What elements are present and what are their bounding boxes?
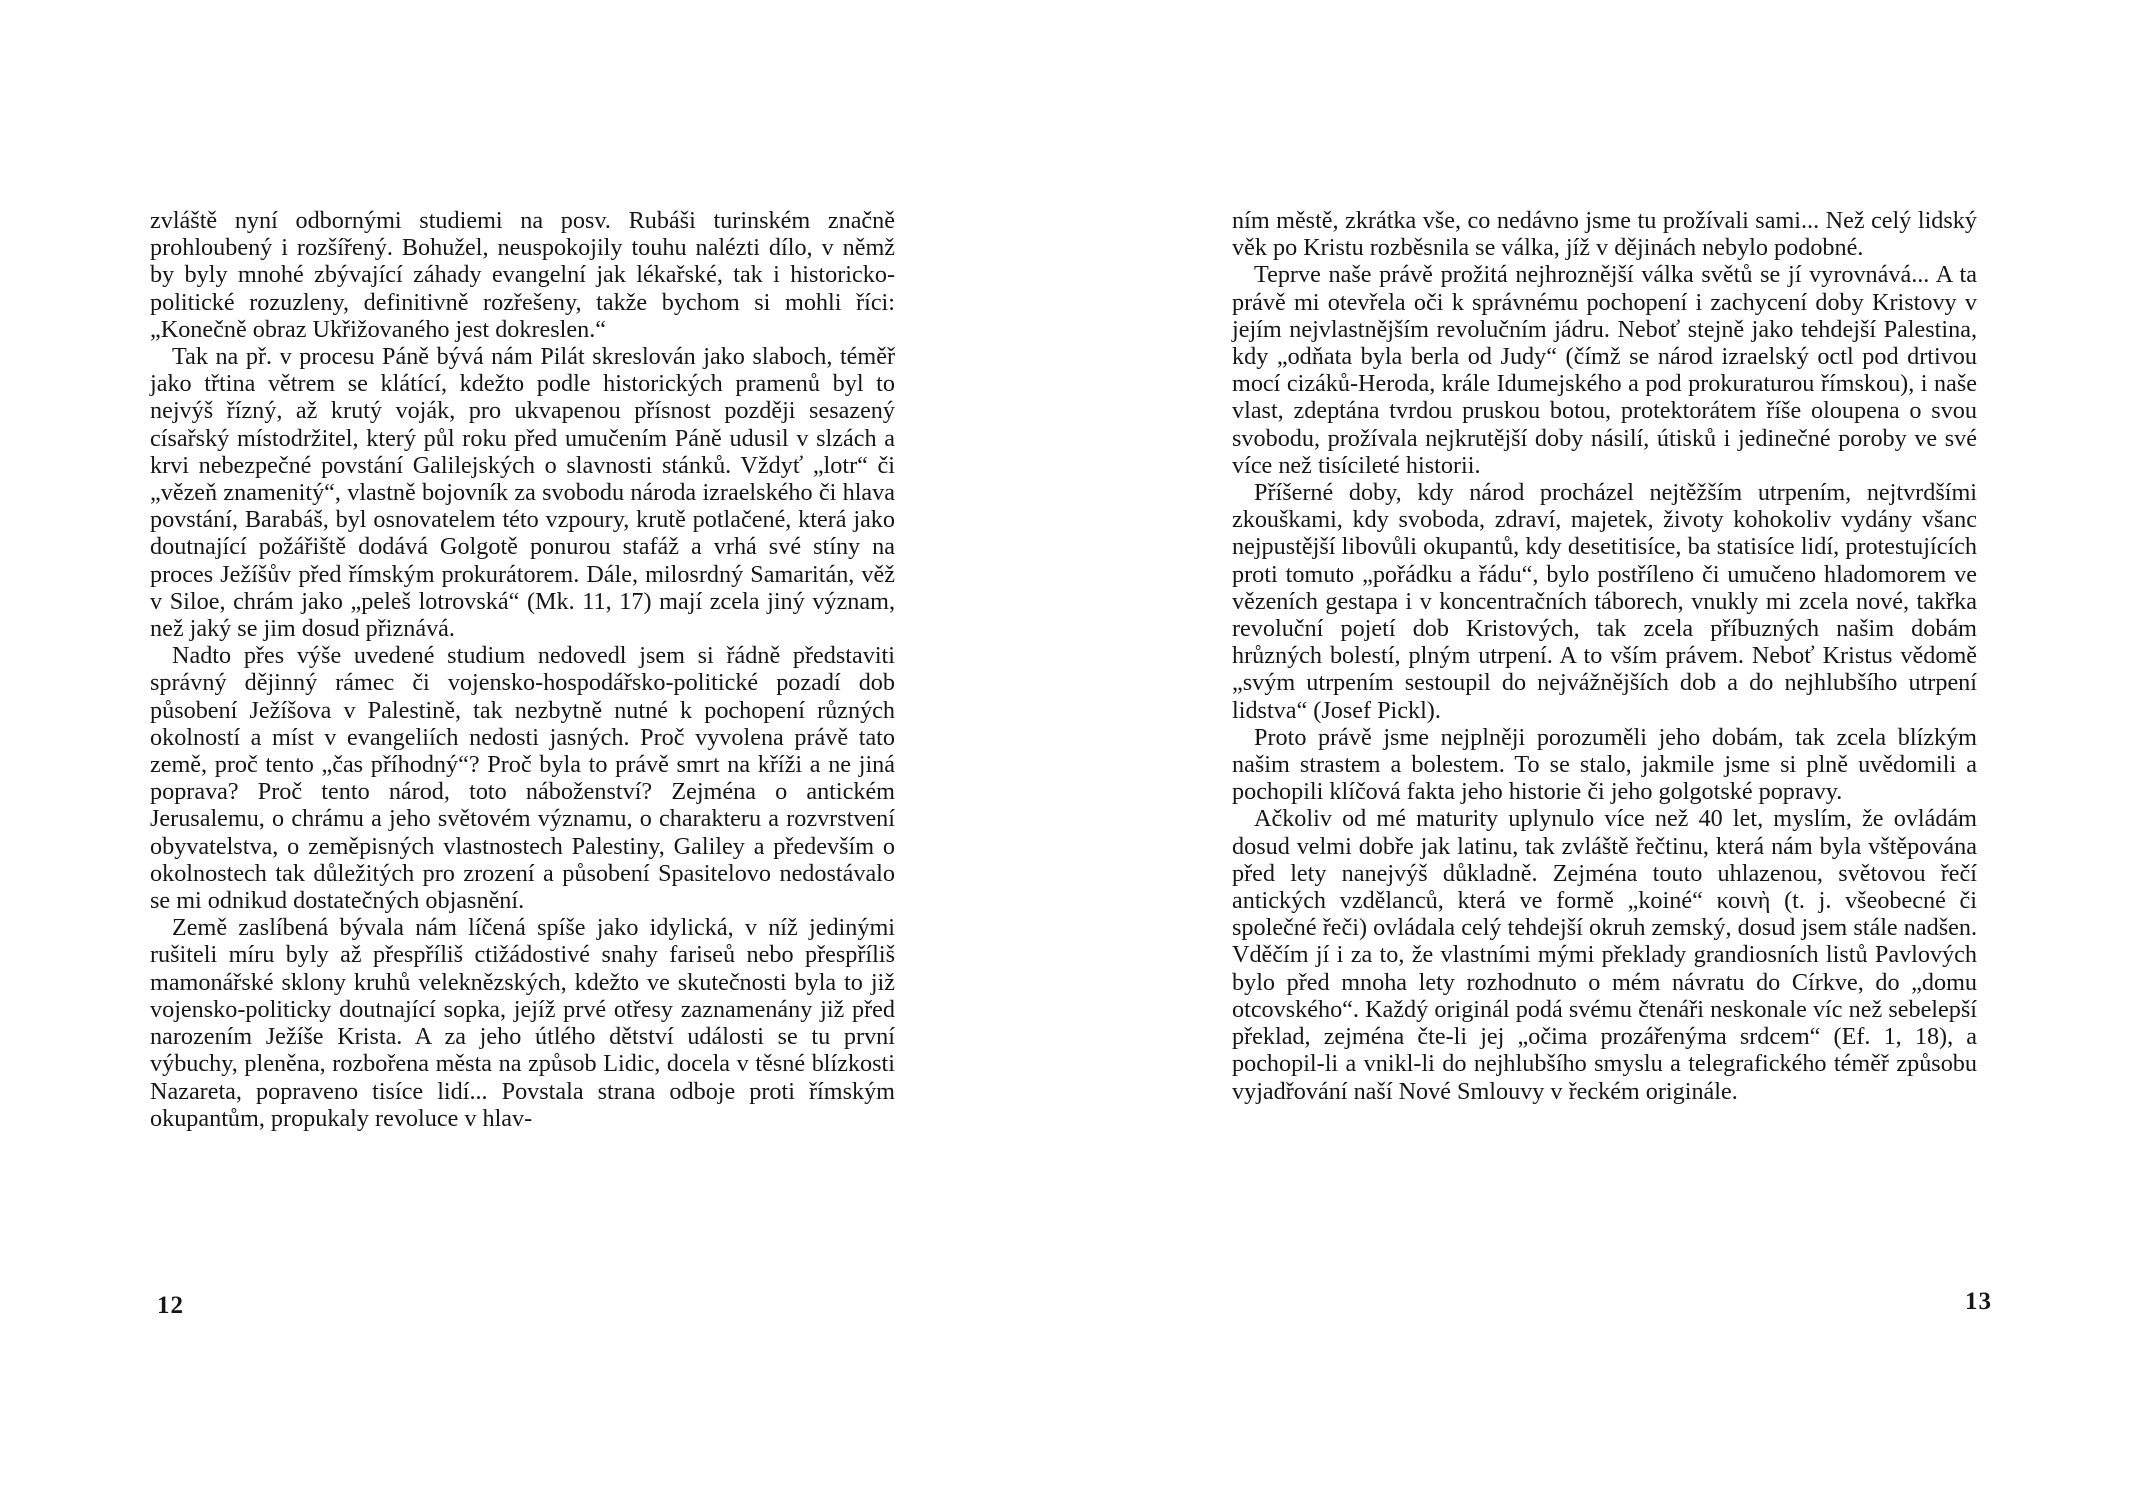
page-number-left: 12 xyxy=(157,1292,184,1319)
paragraph: Ačkoliv od mé maturity uplynulo více než 40 let, myslím, že ovládám dosud velmi dobře jak latinu, tak zvláště řečtinu, která nám byla vštěpována před lety nanejvýš důkladně. Zejména touto uhlazenou, světovou řečí antických vzdělanců, která ve formě „koiné“ κοινὴ (t. j. všeobecné či společné řeči) ovládala celý tehdejší okruh zemský, dosud jsem stále nadšen. Vděčím jí i za to, že vlastními mými překlady grandiosních listů Pavlových bylo před mnoha lety rozhodnuto o mém návratu do Církve, do „domu otcovského“. Každý originál podá svému čtenáři neskonale víc než sebelepší překlad, zejména čte-li jej „očima prozářenýma srdcem“ (Ef. 1, 18), a pochopil-li a vnikl-li do nejhlubšího smyslu a telegrafického téměř způsobu vyjadřování naší Nové Smlouvy v řeckém originále. xyxy=(1232,805,1977,1105)
paragraph: ním městě, zkrátka vše, co nedávno jsme tu prožívali sami... Než celý lidský věk po Kristu rozběsnila se válka, jíž v dějinách nebylo podobné. xyxy=(1232,207,1977,262)
right-page xyxy=(1232,207,1977,1105)
page-number-right: 13 xyxy=(1965,1288,1992,1315)
paragraph: Nadto přes výše uvedené studium nedovedl jsem si řádně představiti správný dějinný rámec či vojensko-hospodářsko-politické pozadí dob působení Ježíšova v Palestině, tak nezbytně nutné k pochopení různých okolností a míst v evangeliích nedosti jasných. Proč vyvolena právě tato země, proč tento „čas příhodný“? Proč byla to právě smrt na kříži a ne jiná poprava? Proč tento národ, toto náboženství? Zejména o antickém Jerusalemu, o chrámu a jeho světovém významu, o charakteru a rozvrstvení obyvatelstva, o zeměpisných vlastnostech Palestiny, Galiley a především o okolnostech tak důležitých pro zrození a působení Spasitelovo nedostávalo se mi odnikud dostatečných objasnění. xyxy=(150,642,895,915)
paragraph: Tak na př. v procesu Páně bývá nám Pilát skreslován jako slaboch, téměř jako třtina větrem se klátící, kdežto podle historických pramenů byl to nejvýš řízný, až krutý voják, pro ukvapenou přísnost později sesazený císařský místodržitel, který půl roku před umučením Páně udusil v slzách a krvi nebezpečné povstání Galilejských o slavnosti stánků. Vždyť „lotr“ či „vězeň znamenitý“, vlastně bojovník za svobodu národa izraelského či hlava povstání, Barabáš, byl osnovatelem této vzpoury, krutě potlačené, která jako doutnající požářiště dodává Golgotě ponurou stafáž a vrhá své stíny na proces Ježíšův před římským prokurátorem. Dále, milosrdný Samaritán, věž v Siloe, chrám jako „peleš lotrovská“ (Mk. 11, 17) mají zcela jiný význam, než jaký se jim dosud přiznává. xyxy=(150,343,895,643)
right-page-body xyxy=(1232,207,1977,1105)
left-page-body xyxy=(150,207,895,1132)
paragraph: Země zaslíbená bývala nám líčená spíše jako idylická, v níž jedinými rušiteli míru byly až přespříliš ctižádostivé snahy fariseů nebo přespříliš mamonářské sklony kruhů veleknězských, kdežto ve skutečnosti byla to již vojensko-politicky doutnající sopka, jejíž prvé otřesy zaznamenány již před narozením Ježíše Krista. A za jeho útlého dětství události se tu první výbuchy, pleněna, rozbořena města na způsob Lidic, docela v těsné blízkosti Nazareta, popraveno tisíce lidí... Povstala strana odboje proti římským okupantům, propukaly revoluce v hlav- xyxy=(150,914,895,1132)
paragraph: zvláště nyní odbornými studiemi na posv. Rubáši turinském značně prohloubený i rozšířený. Bohužel, neuspokojily touhu nalézti dílo, v němž by byly mnohé zbývající záhady evangelní jak lékařské, tak i historicko-politické rozuzleny, definitivně rozřešeny, takže bychom si mohli říci: „Konečně obraz Ukřižovaného jest dokreslen.“ xyxy=(150,207,895,343)
paragraph: Proto právě jsme nejplněji porozuměli jeho dobám, tak zcela blízkým našim strastem a bolestem. To se stalo, jakmile jsme si plně uvědomili a pochopili klíčová fakta jeho historie či jeho golgotské popravy. xyxy=(1232,723,1977,806)
paragraph: Teprve naše právě prožitá nejhroznější válka světů se jí vyrovnává... A ta právě mi otevřela oči k správnému pochopení i zachycení doby Kristovy v jejím nejvlastnějším revolučním jádru. Neboť stejně jako tehdejší Palestina, kdy „odňata byla berla od Judy“ (čímž se národ izraelský octl pod drtivou mocí cizáků-Heroda, krále Idumejského a pod prokuraturou římskou), i naše vlast, zdeptána tvrdou pruskou botou, protektorátem říše oloupena o svou svobodu, prožívala nejkrutější doby násilí, útisků i jedinečné poroby ve své více než tisícileté historii. xyxy=(1232,261,1977,479)
left-page xyxy=(150,207,895,1132)
paragraph: Příšerné doby, kdy národ procházel nejtěžším utrpením, nejtvrdšími zkouškami, kdy svoboda, zdraví, majetek, životy kohokoliv vydány všanc nejpustější libovůli okupantů, kdy desetitisíce, ba statisíce lidí, protestujících proti tomuto „pořádku a řádu“, bylo postříleno či umučeno hladomorem ve vězeních gestapa i v koncentračních táborech, vnukly mi zcela nové, takřka revoluční pojetí dob Kristových, tak zcela příbuzných našim dobám hrůzných bolestí, plným utrpení. A to vším právem. Neboť Kristus vědomě „svým utrpením sestoupil do nejvážnějších dob a do nejhlubšího utrpení lidstva“ (Josef Pickl). xyxy=(1232,479,1977,724)
